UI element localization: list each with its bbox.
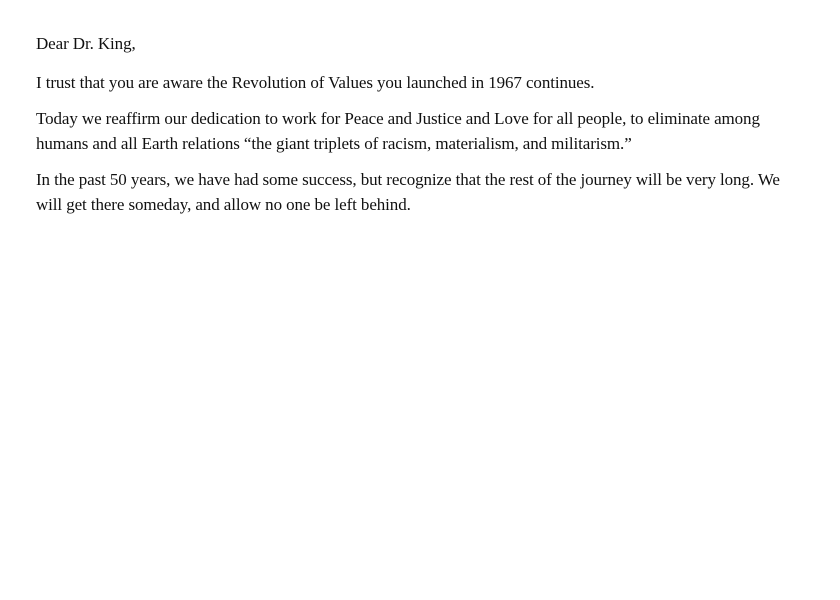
letter-paragraph: I trust that you are aware the Revolution of Values you launched in 1967 continues. [36, 73, 595, 92]
letter-paragraph: Today we reaffirm our dedication to work for Peace and Justice and Love for all people, to eliminate among humans and all Earth relations “the giant triplets of racism, materialism, and militarism.” [36, 109, 760, 153]
letter-greeting: Dear Dr. King, [36, 34, 136, 53]
letter-paragraph: In the past 50 years, we have had some success, but recognize that the rest of the journey will be very long. We will get there someday, and allow no one be left behind. [36, 170, 780, 214]
